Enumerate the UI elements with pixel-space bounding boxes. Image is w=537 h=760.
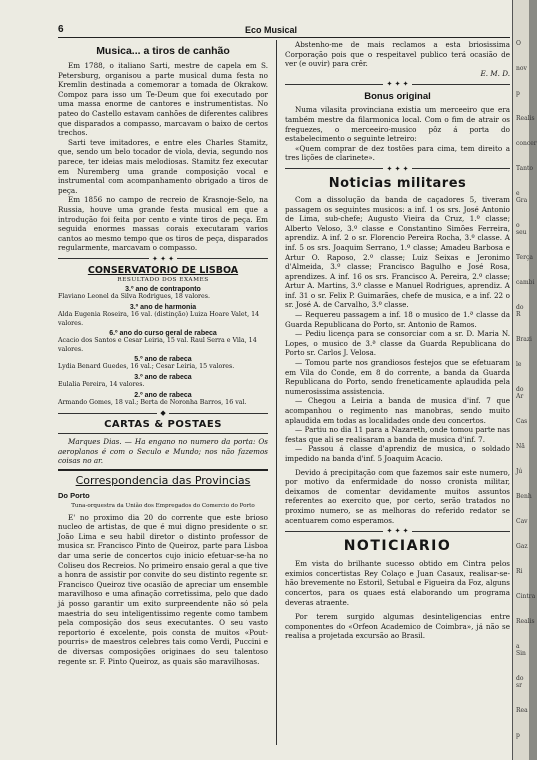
- section-divider: ✦ ✦ ✦: [58, 255, 268, 263]
- edge-fragments: [516, 40, 537, 757]
- edge-fragment: Realis: [516, 618, 535, 625]
- edge-fragment: Cas: [516, 418, 528, 425]
- exam-result: Armando Gomes, 18 val.; Berta de Noronha Barros, 16 val.: [58, 398, 247, 406]
- exam-heading: 3.º ano de contraponto: [125, 286, 201, 294]
- musica-paragraph-1: Em 1788, o italiano Sarti, mestre de capela em S. Petersburg, organisou a parte musical duma festa no Kremlin destinada a comemorar a tomada de Okrakow. Compoz para isso um Te-Deum que foi executado por uma massa enorme de cantores e instrumentistas. No pateo do Castello estavam canhões de diferentes calibres que disparados a compasso, marcavam o baixo de certos trechos.: [58, 61, 268, 138]
- militares-paragraph: Com a dissolução da banda de caçadores 5, tiveram passagem os seguintes musicos: a inf. 1 os srs. José Antonio de Lima, sub-chefe; Augusto Vieira da Cruz, 1.º classe; Alberto Veloso, 3.º classe e Constantino Simões Ferreira, aprendiz. A inf. 2 o sr. Florencio Pereira Rocha, 3.º classe. A inf. 5 os srs. Joaquim Serrano, 1.º classe; Amadeu Barbosa e Artur O. Raposo, 2.º classe; Luiz Seixas e Jeronimo d'Almeida, 3.º classe; Francisco Bagulho e José Rosa, aprendizes. A inf. 16 os srs. Francisco A. Pereira, 2.º classe; Artur A. Martins, 3.º classe e Manuel Rodrigues, aprendiz. A inf. 31 o sr. Felix P. Guimarães, chefe de musica, e a inf. 22 o sr. José A. de Carvalho, 3.º classe.: [285, 194, 510, 310]
- noticiario-title: NOTICIARIO: [343, 538, 452, 555]
- left-column: [58, 40, 268, 745]
- correspondencia-title: Correspondencia das Provincias: [75, 474, 251, 487]
- edge-fragment: Ri: [516, 568, 523, 575]
- noticiario-paragraph: Por terem surgido algumas desinteligencias entre componentes do «Orfeon Academico de Coimbra», já não se realisa a projetada excursão ao Brasil.: [285, 612, 510, 641]
- conservatorio-title: CONSERVATORIO DE LISBOA: [87, 264, 239, 276]
- edge-fragment: Tanto: [516, 165, 534, 172]
- signature: E. M. D.: [480, 68, 510, 78]
- title-rule: [58, 433, 268, 434]
- page-number: 6: [58, 24, 64, 35]
- edge-fragment: e Gra: [516, 190, 528, 204]
- bonus-title: Bonus original: [364, 91, 431, 103]
- edge-fragment: Realis: [516, 115, 535, 122]
- militares-paragraph: — Passou á classe d'aprendiz de musica, o soldado impedido na banda d'inf. 5 Joaquim Acacio.: [285, 444, 510, 463]
- exam-heading: 6.º ano do curso geral de rabeca: [109, 330, 217, 338]
- edge-fragment: Rea: [516, 707, 528, 714]
- exam-result: Acacio dos Santos e Cesar Leiria, 15 val. Raul Serra e Vila, 14 valores.: [58, 337, 257, 353]
- edge-fragment: p: [516, 90, 520, 97]
- edge-fragment: Jú: [516, 468, 523, 475]
- edge-fragment: concer: [516, 140, 537, 147]
- militares-paragraph: — Requereu passagem a inf. 18 o musico de 1.ª classe da Guarda Republicana do Porto, sr. Antonio de Ramos.: [285, 310, 510, 329]
- edge-fragment: Nã: [516, 443, 525, 450]
- correspondencia-subtitle: Tuna-orquestra da União dos Empregados do Comercio do Porto: [71, 503, 255, 509]
- edge-fragment: O: [516, 40, 521, 47]
- edge-fragment: do sr: [516, 675, 524, 689]
- edge-fragment: Cav: [516, 518, 528, 525]
- edge-fragment: do Ar: [516, 386, 524, 400]
- edge-fragment: Gaz: [516, 543, 528, 550]
- bonus-quote: «Quem comprar de dez tostões para cima, tem direito a tres lições de clarinete».: [285, 143, 510, 163]
- section-divider: ✦ ✦ ✦: [285, 80, 510, 88]
- musica-paragraph-3: Em 1856 no campo de recreio de Krasnoje-Selo, na Russia, houve uma grande festa musical em que a introdução foi feita por cento e vinte tiros de peça. Em seguida enormes massas corais executaram varios cantos ao mesmo tempo que os tiros de peça, disparados regularmente, marcavam o compasso.: [58, 195, 268, 253]
- militares-note: Devido á precipitação com que fazemos sair este numero, por motivo da enfermidade do nosso cronista militar, deixamos de comentar devidamente muitos assuntos referentes ao exercito que, por certo, serão tratados no proximo numero, se as melhoras do referido redator se acentuarem como esperamos.: [285, 467, 510, 525]
- section-divider: ✦ ✦ ✦: [285, 527, 510, 535]
- musica-title: Musica... a tiros de canhão: [96, 45, 230, 57]
- edge-fragment: do R: [516, 304, 524, 318]
- exam-result: Alda Eugenia Roseira, 16 val. (distinção) Luiza Hoare Valet, 14 valores.: [58, 311, 260, 327]
- column-divider: [276, 40, 277, 745]
- musica-paragraph-2: Sarti teve imitadores, e entre eles Charles Stamitz, que, sendo um belo tocador de viola, devia, segundo nos parece, ter ideias mais melodiosas. Stamitz fez executar em Nuremberg uma grande composição vocal e instrumental com acompanhamento obrigado a tiros de peça.: [58, 137, 268, 195]
- section-divider: ◆: [58, 409, 268, 417]
- militares-paragraph: — Pediu licença para se consorciar com a sr. D. Maria N. Lopes, o musico de 3.ª classe da Guarda Republicana do Porto sr. Carlos J. Velosa.: [285, 329, 510, 358]
- exam-heading: 3.º ano de rabeca: [134, 374, 192, 382]
- exam-heading: 3.º ano de harmonia: [129, 304, 197, 312]
- exam-result: Lydia Benard Guedes, 16 val.; Cesar Leiria, 15 valores.: [58, 363, 235, 371]
- edge-fragment: a Sin: [516, 643, 526, 657]
- correspondencia-continuation: Abstenho-me de mais reclamos a esta briosissima Corporação pois que o respeitavel publico terá ocasião de ver (e ouvir) para crêr.: [285, 40, 510, 69]
- edge-fragment: nov: [516, 65, 527, 72]
- edge-fragment: Benh: [516, 493, 532, 500]
- correspondencia-text: E' no proximo dia 20 do corrente que este brioso nucleo de artistas, de que é mui digno presidente o sr. João Lima e seu habil diretor o distinto professor de musica sr. Francisco Pinto de Queiroz, parte para Lisboa dar uma serie de concertos cujo inicio efetuar-se-ha no Coliseu dos Recreios. No primeiro ensaio geral a que tive a honra de assistir por convite do seu distinto regente sr. Francisco Queiroz tive ocasião de apreciar um ensemble maravilhoso e uma afinação corretissima, pelo que dado já posso garantir um exito surpreendente não só pela maestria do seu inteligentissimo regente como tambem pela composição dos seus executantes. O seu vasto reportorio é excelente, pois consta de muitos «Pout-pourris» de maestros celebres tais como Verdi, Puccini e de diversas composições originaes do seu talentoso regente sr. F. Pinto Queiroz, as quais são maravilhosas.: [58, 512, 268, 666]
- correspondencia-place: Do Porto: [58, 491, 90, 500]
- noticiario-paragraph: Em vista do brilhante sucesso obtido em Cintra pelos eximios concertistas Rey Colaço e Juan Casaux, realisar-se-hão brevemente no Estoril, Setubal e Figueira da Foz, alguns concertos, para os quaes está elaborando um programa deveras atraente.: [285, 559, 510, 607]
- edge-fragment: o seu: [516, 222, 527, 236]
- header-rule: [58, 37, 510, 38]
- bonus-text: Numa vilasita provinciana existia um merceeiro que era também mestre da filarmonica local. Com o fim de atrair os freguezes, o merceeiro-musico pôz á porta do estabelecimento o seguinte letreiro:: [285, 105, 510, 144]
- exam-result: Eulalia Pereira, 14 valores.: [58, 381, 145, 389]
- militares-paragraph: — Chegou a Leiria a banda de musica d'inf. 7 que acompanhou o regimento nas manobras, sendo muito aplaudida em todas as localidades onde deu concertos.: [285, 396, 510, 425]
- exam-result: Flaviano Leonel da Silva Rodrigues, 18 valores.: [58, 293, 210, 301]
- edge-fragment: p: [516, 732, 520, 739]
- edge-fragment: Brazi: [516, 336, 532, 343]
- edge-fragment: Terça: [516, 254, 533, 261]
- edge-fragment: cambi: [516, 279, 535, 286]
- cartas-text: Marques Dias. — Ha engano no numero da porta: Os aeroplanos é com o Seculo e Mundo; nos não fazemos coisas no ar.: [58, 437, 268, 466]
- conservatorio-subtitle: RESULTADO DOS EXAMES: [117, 276, 209, 283]
- edge-fragment: le: [516, 361, 522, 368]
- militares-paragraph: — Tomou parte nos grandiosos festejos que se efetuaram em Vila do Conde, em 8 do corrente, a banda da Guarda Republicana do Porto, sendo freneticamente aplaudida pela numerosissima assistencia.: [285, 358, 510, 396]
- section-divider: ✦ ✦ ✦: [285, 165, 510, 173]
- militares-title: Noticias militares: [328, 175, 467, 191]
- cartas-title: CARTAS & POSTAES: [104, 419, 222, 431]
- exam-heading: 2.º ano de rabeca: [134, 391, 192, 399]
- right-column: [285, 40, 510, 760]
- section-divider: [58, 469, 268, 471]
- militares-paragraph: — Partiu no dia 11 para a Nazareth, onde tomou parte nas festas que ali se realisaram a banda de musica d'inf. 7.: [285, 425, 510, 444]
- exam-heading: 5.º ano de rabeca: [134, 356, 192, 364]
- edge-fragment: Cintra: [516, 593, 536, 600]
- publication-title: Eco Musical: [245, 25, 298, 35]
